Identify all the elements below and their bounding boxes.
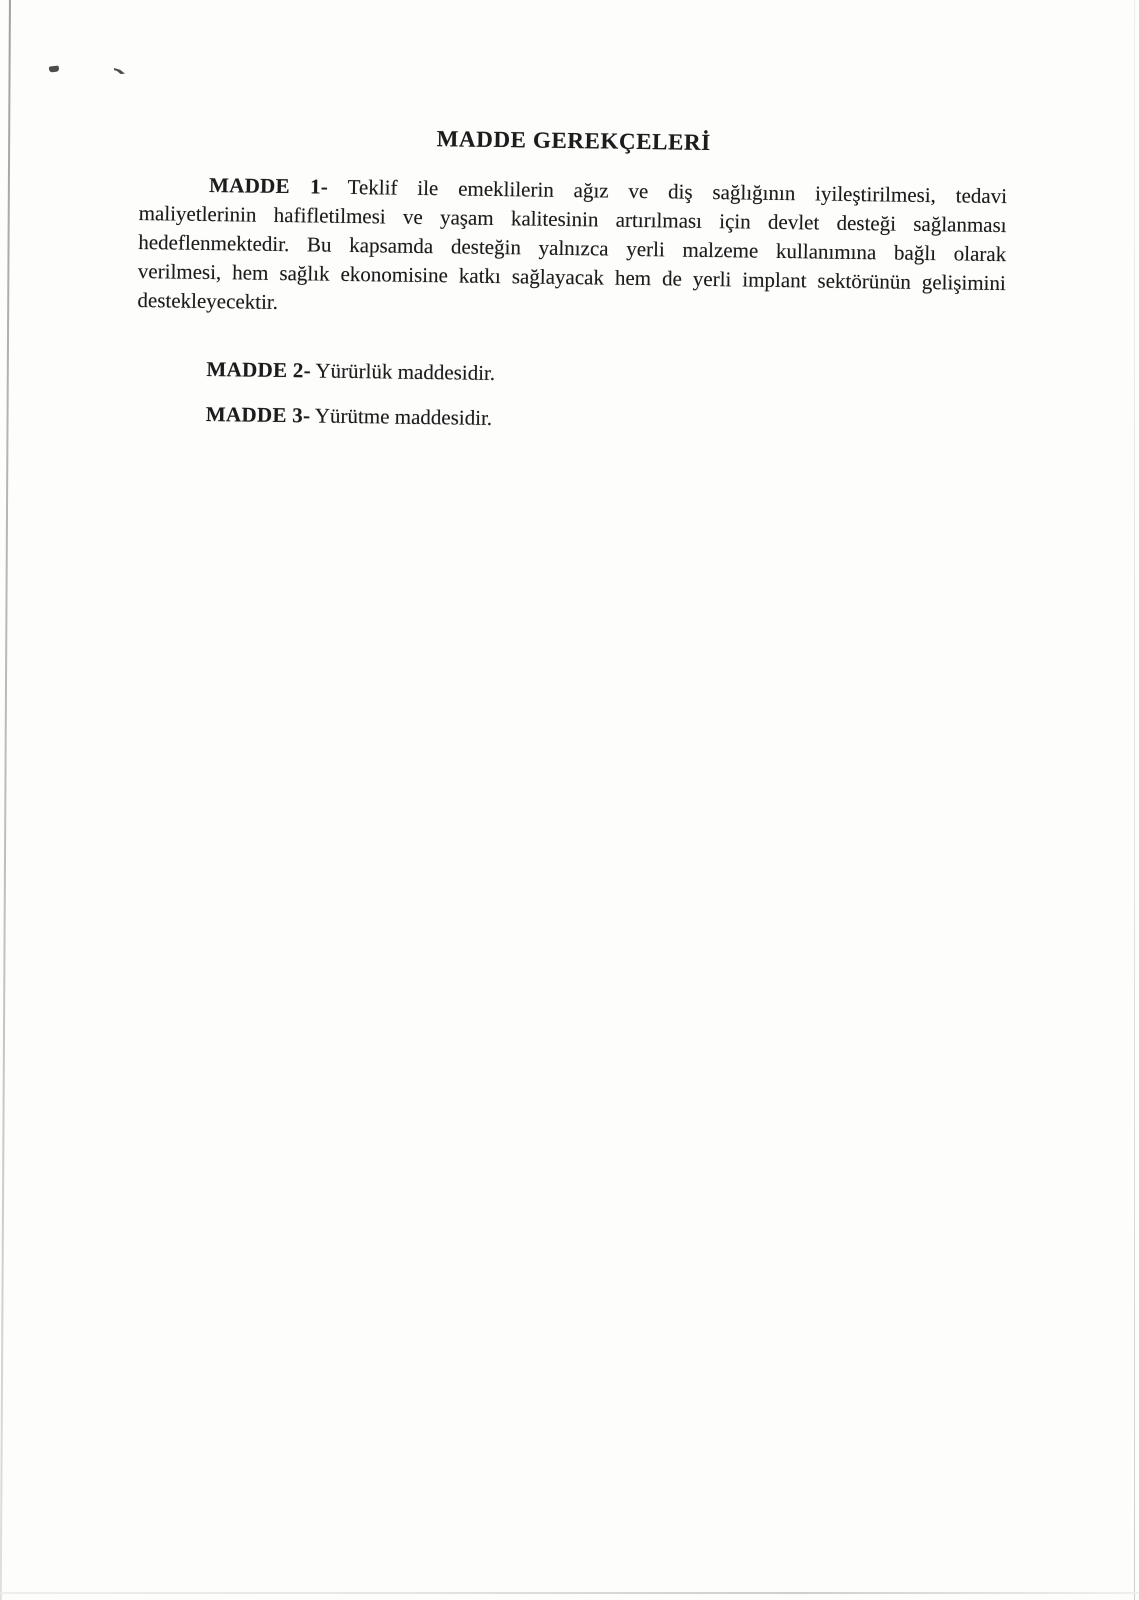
ink-speck-left xyxy=(49,65,60,72)
article-2 xyxy=(136,354,1004,395)
article-1-text: Teklif ile emeklilerin ağız ve diş sağlığının iyileştirilmesi, tedavi maliyetlerinin hafifletilmesi ve yaşam kalitesinin artırılması için devlet desteği sağlanması hedeflenmektedir. Bu kapsamda desteğin yalnızca yerli malzeme kullanımına bağlı olarak verilmesi, hem sağlık ekonomisine katkı sağlayacak hem de yerli implant sektörünün gelişimini destekleyecektir. xyxy=(137,174,1008,314)
article-3-lead: MADDE 3- xyxy=(205,401,311,428)
article-2-text: Yürürlük maddesidir. xyxy=(315,358,496,385)
scan-edge-bottom-line xyxy=(0,1592,1139,1594)
article-3-text: Yürütme maddesidir. xyxy=(314,403,493,430)
article-3 xyxy=(136,399,1004,440)
article-1 xyxy=(137,170,1007,327)
scan-edge-right-line xyxy=(1134,0,1135,1600)
document-body xyxy=(135,120,1007,456)
article-1-lead: MADDE 1- xyxy=(208,172,329,199)
ink-speck-right xyxy=(114,67,125,74)
article-2-lead: MADDE 2- xyxy=(206,356,312,383)
scan-edge-left-line xyxy=(0,0,11,1600)
page-title: MADDE GEREKÇELERİ xyxy=(436,126,711,155)
